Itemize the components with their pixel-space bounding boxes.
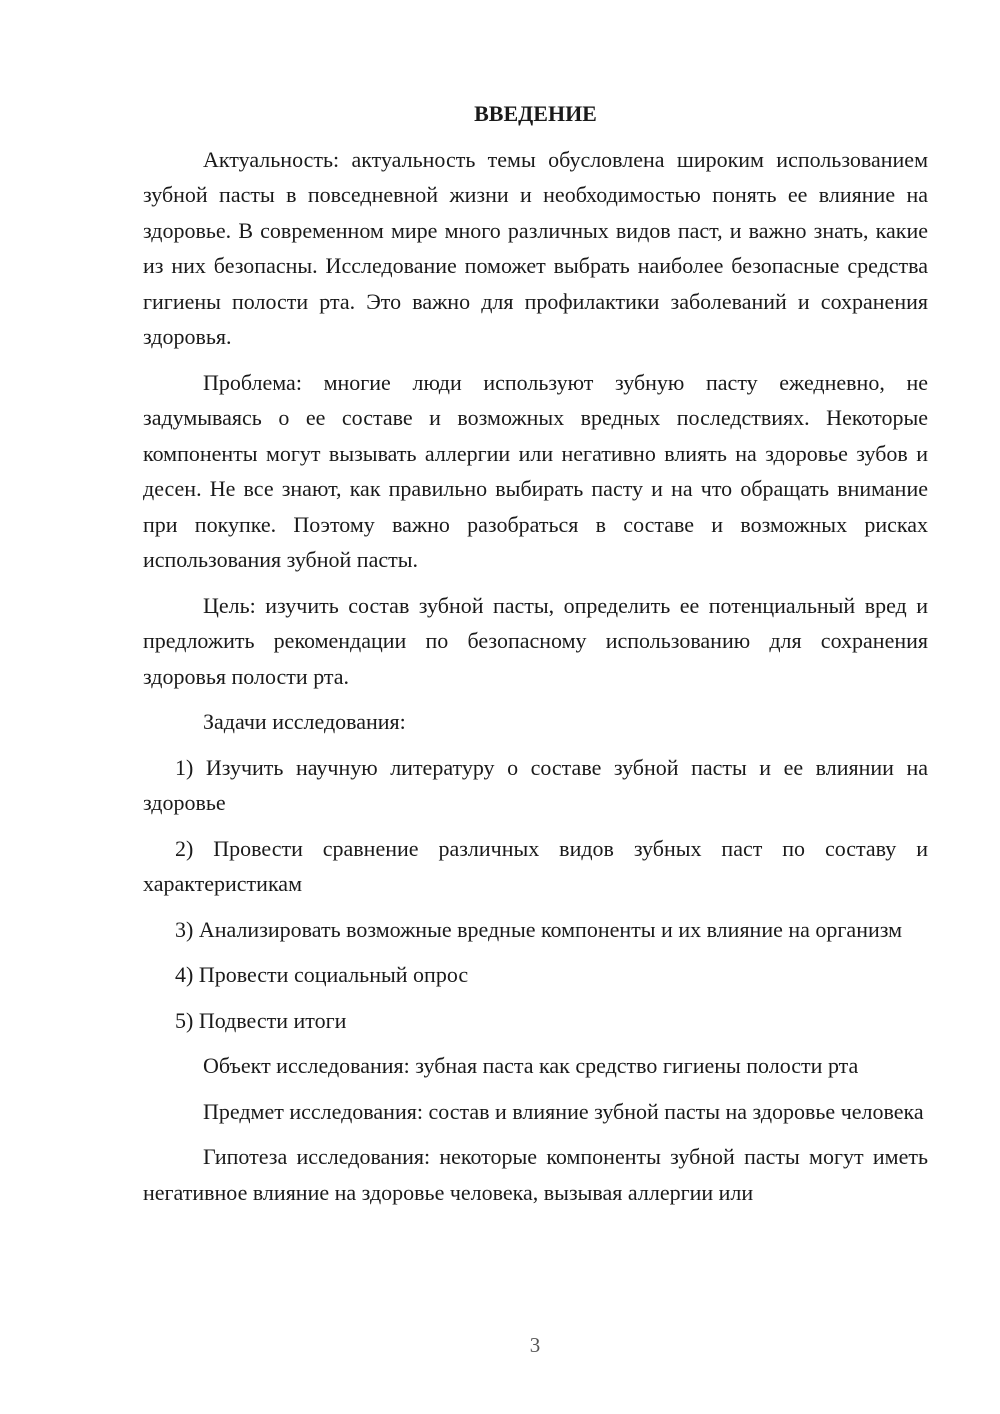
- page-content: [143, 96, 928, 1220]
- subject-paragraph: Предмет исследования: состав и влияние зубной пасты на здоровье человека: [203, 1098, 924, 1124]
- page-number: 3: [529, 1333, 541, 1357]
- page-title: ВВЕДЕНИЕ: [474, 101, 597, 126]
- object-paragraph: Объект исследования: зубная паста как средство гигиены полости рта: [203, 1053, 859, 1078]
- goal-paragraph: Цель: изучить состав зубной пасты, определить ее потенциальный вред и предложить рекомендации по безопасному использованию для сохранения здоровья полости рта.: [143, 592, 928, 689]
- task-item-1: 1) Изучить научную литературу о составе зубной пасты и ее влиянии на здоровье: [143, 754, 928, 815]
- task-item-3: 3) Анализировать возможные вредные компоненты и их влияние на организм: [175, 916, 903, 942]
- task-item-5: 5) Подвести итоги: [175, 1007, 347, 1033]
- relevance-paragraph: Актуальность: актуальность темы обусловлена широким использованием зубной пасты в повседневной жизни и необходимостью понять ее влияние на здоровье. В современном мире много различных видов паст, и важно знать, какие из них безопасны. Исследование поможет выбрать наиболее безопасные средства гигиены полости рта. Это важно для профилактики заболеваний и сохранения здоровья.: [143, 146, 928, 349]
- tasks-title: Задачи исследования:: [203, 709, 406, 734]
- task-item-2: 2) Провести сравнение различных видов зубных паст по составу и характеристикам: [143, 835, 928, 896]
- problem-paragraph: Проблема: многие люди используют зубную пасту ежедневно, не задумываясь о ее составе и возможных вредных последствиях. Некоторые компоненты могут вызывать аллергии или негативно влиять на здоровье зубов и десен. Не все знают, как правильно выбирать пасту и на что обращать внимание при покупке. Поэтому важно разобраться в составе и возможных рисках использования зубной пасты.: [143, 369, 928, 572]
- task-item-4: 4) Провести социальный опрос: [175, 962, 469, 987]
- hypothesis-paragraph: Гипотеза исследования: некоторые компоненты зубной пасты могут иметь негативное влияние на здоровье человека, вызывая аллергии или: [143, 1144, 928, 1205]
